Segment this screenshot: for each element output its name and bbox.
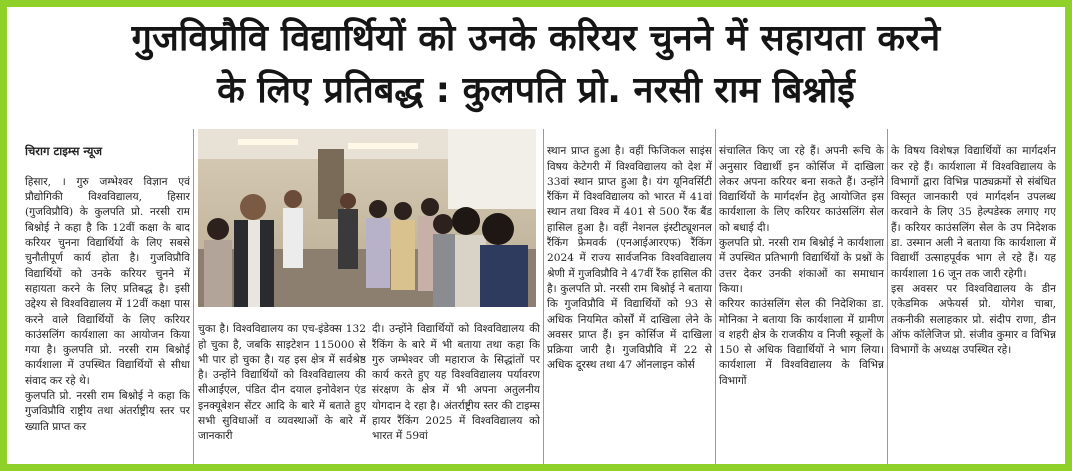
byline: चिराग टाइम्स न्यूज bbox=[25, 144, 102, 159]
column-1-text: हिसार, । गुरु जम्भेश्वर विज्ञान एवं प्रौद्योगिकी विश्वविद्यालय, हिसार (गुजविप्रौवि) के कुलपति प्रो. नरसी राम बिश्नोई ने कहा है कि 12वीं कक्षा के बाद करियर चुनना विद्यार्थियों के लिए सबसे चुनौतीपूर्ण कार्य होता है। गुजविप्रौवि विद्यार्थियों को उनके करियर चुनने में सहायता करने के लिए प्रतिबद्ध है। इसी उद्देश्य से विश्वविद्यालय में 12वीं कक्षा पास करने वाले विद्यार्थियों के लिए करियर काउंसलिंग कार्यशाला का आयोजन किया गया है। कुलपति प्रो. नरसी राम बिश्नोई कार्यशाला में उपस्थित विद्यार्थियों से सीधा संवाद कर रहे थे। कुलपति प्रो. नरसी राम बिश्नोई ने कहा कि गुजविप्रौवि राष्ट्रीय तथा अंतर्राष्ट्रीय स्तर पर ख्याति प्राप्त कर bbox=[25, 175, 190, 433]
headline-line-1: गुजविप्रौवि विद्यार्थियों को उनके करियर चुनने में सहायता करने bbox=[131, 18, 941, 59]
article-column-6 bbox=[891, 129, 1056, 464]
headline-line-2: के लिए प्रतिबद्ध : कुलपति प्रो. नरसी राम बिश्नोई bbox=[217, 70, 855, 111]
article-column-1 bbox=[25, 129, 190, 464]
column-2-text: चुका है। विश्वविद्यालय का एच-इंडेक्स 132 हो चुका है, जबकि साइटेशन 115000 से भी पार हो चुका है। यह इस क्षेत्र में सर्वश्रेष्ठ है। उन्होंने विद्यार्थियों को विश्वविद्यालय की सीआईएल, पंडित दीन दयाल इनोवेशन एंड इनक्यूबेशन सेंटर आदि के बारे में बताते हुए सभी सुविधाओं व व्यवस्थाओं के बारे में जानकारी bbox=[198, 323, 366, 443]
column-divider bbox=[887, 129, 888, 464]
column-divider bbox=[193, 129, 194, 464]
article-column-5 bbox=[719, 129, 884, 464]
students-with-vice-chancellor-photo bbox=[198, 129, 536, 307]
column-divider bbox=[715, 129, 716, 464]
column-divider bbox=[543, 129, 544, 464]
headline bbox=[7, 13, 1065, 117]
column-6-text: के विषय विशेषज्ञ विद्यार्थियों का मार्गदर्शन कर रहे हैं। कार्यशाला में विश्वविद्यालय के विभागों द्वारा विभिन्न पाठ्यक्रमों से संबंधित विस्तृत जानकारी एवं मार्गदर्शन उपलब्ध करवाने के लिए 35 हेल्पडेस्क लगाए गए हैं। करियर काउंसलिंग सेल के उप निदेशक डा. उस्मान अली ने बताया कि कार्यशाला में विद्यार्थी उत्साहपूर्वक भाग ले रहे हैं। यह कार्यशाला 16 जून तक जारी रहेगी। इस अवसर पर विश्वविद्यालय के डीन एकेडमिक अफेयर्स प्रो. योगेश चाबा, तकनीकी सलाहकार प्रो. संदीप राणा, डीन ऑफ कॉलेजिज प्रो. संजीव कुमार व विभिन्न विभागों के अध्यक्ष उपस्थित रहे। bbox=[891, 145, 1056, 357]
article-column-3 bbox=[372, 307, 540, 464]
column-3-text: दी। उन्होंने विद्यार्थियों को विश्वविद्यालय की रैंकिंग के बारे में भी बताया तथा कहा कि गुरु जम्भेश्वर जी महाराज के सिद्धांतों पर कार्य करते हुए यह विश्वविद्यालय पर्यावरण संरक्षण के क्षेत्र में भी अपना अतुलनीय योगदान दे रहा है। अंतर्राष्ट्रीय स्तर की टाइम्स हायर रैंकिंग 2025 में विश्वविद्यालय को भारत में 59वां bbox=[372, 323, 540, 443]
newspaper-clipping bbox=[7, 7, 1065, 464]
article-column-2 bbox=[198, 307, 366, 464]
event-photo bbox=[198, 129, 536, 307]
column-5-text: संचालित किए जा रहे हैं। अपनी रूचि के अनुसार विद्यार्थी इन कोर्सिज में दाखिला लेकर अपना करियर बना सकते हैं। उन्होंने विद्यार्थियों के मार्गदर्शन हेतु आयोजित इस कार्यशाला के लिए करियर काउंसलिंग सेल को बधाई दी। कुलपति प्रो. नरसी राम बिश्नोई ने कार्यशाला में उपस्थित प्रतिभागी विद्यार्थियों के प्रश्नों के उत्तर देकर उनकी शंकाओं का समाधान किया। करियर काउंसलिंग सेल की निदेशिका डा. मोनिका ने बताया कि कार्यशाला में ग्रामीण व शहरी क्षेत्र के राजकीय व निजी स्कूलों के 150 से अधिक विद्यार्थियों ने भाग लिया। कार्यशाला में विश्वविद्यालय के विभिन्न विभागों bbox=[719, 145, 884, 387]
column-4-text: स्थान प्राप्त हुआ है। वहीं फिजिकल साइंस विषय केटेगरी में विश्वविद्यालय को देश में 33वां स्थान प्राप्त हुआ है। यंग यूनिवर्सिटी रैंकिंग में विश्वविद्यालय को भारत में 41वां स्थान तथा विश्व में 401 से 500 रैंक बैंड हासिल हुआ है। वहीं नेशनल इंस्टीट्यूशनल रैंकिंग फ्रेमवर्क (एनआईआरएफ) रैंकिंग 2024 में राज्य सार्वजनिक विश्वविद्यालय श्रेणी में गुजविप्रौवि ने 47वीं रैंक हासिल की है। कुलपति प्रो. नरसी राम बिश्नोई ने बताया कि गुजविप्रौवि में विद्यार्थियों को 93 से अधिक नियमित कोर्सों में दाखिला लेने के अवसर प्राप्त हैं। इन कोर्सिज में दाखिला प्रक्रिया जारी है। गुजविप्रौवि में 22 से अधिक दूरस्थ तथा 47 ऑनलाइन कोर्स bbox=[547, 145, 712, 372]
article-column-4 bbox=[547, 129, 712, 464]
